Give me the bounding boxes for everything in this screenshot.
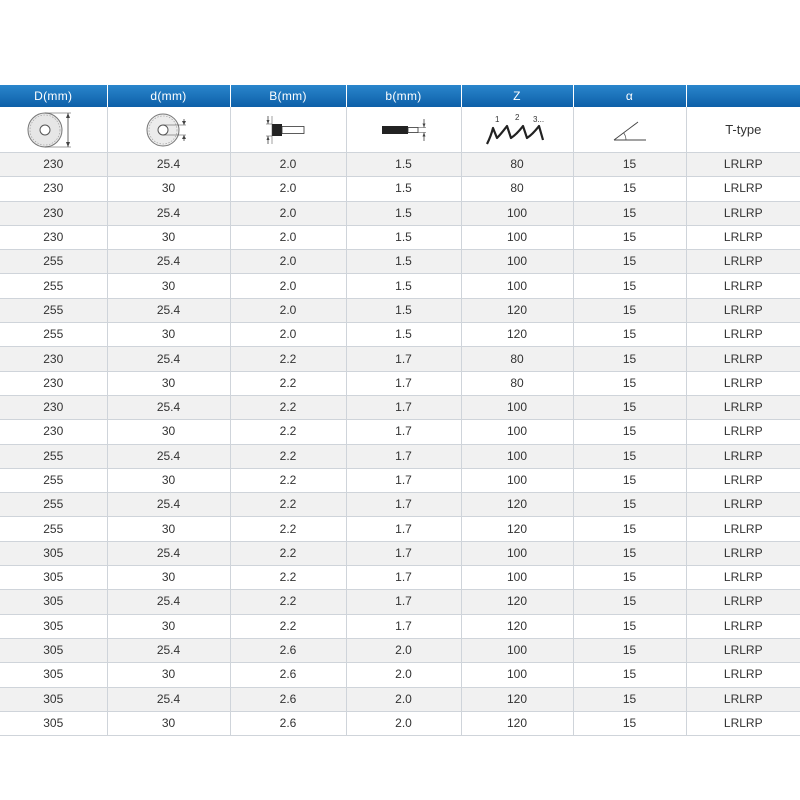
cell-kerf-width: 2.0: [230, 201, 346, 225]
cell-kerf-width: 2.2: [230, 371, 346, 395]
table-row: [0, 493, 800, 517]
cell-plate-thickness: 1.5: [346, 225, 461, 249]
angle-icon: [600, 110, 660, 150]
cell-tooth-type: LRLRP: [686, 663, 800, 687]
table-row: [0, 687, 800, 711]
table-row: [0, 663, 800, 687]
cell-angle: 15: [573, 614, 686, 638]
table-row: [0, 225, 800, 249]
cell-plate-thickness: 1.7: [346, 371, 461, 395]
cell-bore-diameter: 25.4: [107, 250, 230, 274]
cell-bore-diameter: 25.4: [107, 590, 230, 614]
cell-teeth-count: 100: [461, 663, 573, 687]
cell-angle: 15: [573, 420, 686, 444]
cell-outer-diameter: 230: [0, 225, 107, 249]
cell-outer-diameter: 255: [0, 517, 107, 541]
cell-bore-diameter: 30: [107, 371, 230, 395]
angle-icon-cell: [573, 107, 686, 153]
cell-outer-diameter: 305: [0, 590, 107, 614]
table-row: [0, 420, 800, 444]
cell-angle: 15: [573, 225, 686, 249]
teeth-count-icon-cell: [461, 107, 573, 153]
cell-plate-thickness: 1.7: [346, 347, 461, 371]
cell-tooth-type: LRLRP: [686, 468, 800, 492]
cell-bore-diameter: 30: [107, 711, 230, 735]
cell-bore-diameter: 25.4: [107, 347, 230, 371]
tooth-type-label-cell: [686, 107, 800, 153]
table-row: [0, 274, 800, 298]
cell-outer-diameter: 305: [0, 711, 107, 735]
cell-angle: 15: [573, 347, 686, 371]
cell-teeth-count: 120: [461, 298, 573, 322]
cell-bore-diameter: 30: [107, 225, 230, 249]
cell-tooth-type: LRLRP: [686, 517, 800, 541]
cell-bore-diameter: 30: [107, 274, 230, 298]
cell-tooth-type: LRLRP: [686, 395, 800, 419]
cell-bore-diameter: 25.4: [107, 395, 230, 419]
cell-tooth-type: LRLRP: [686, 177, 800, 201]
cell-teeth-count: 100: [461, 444, 573, 468]
header-tooth-type: [686, 85, 800, 107]
cell-kerf-width: 2.0: [230, 225, 346, 249]
cell-angle: 15: [573, 687, 686, 711]
cell-teeth-count: 100: [461, 395, 573, 419]
cell-kerf-width: 2.2: [230, 444, 346, 468]
t-type-label: T-type: [725, 121, 762, 137]
cell-bore-diameter: 30: [107, 420, 230, 444]
table-row: [0, 250, 800, 274]
cell-kerf-width: 2.2: [230, 420, 346, 444]
cell-teeth-count: 80: [461, 153, 573, 177]
cell-tooth-type: LRLRP: [686, 201, 800, 225]
cell-outer-diameter: 305: [0, 541, 107, 565]
table-row: [0, 444, 800, 468]
cell-angle: 15: [573, 323, 686, 347]
cell-outer-diameter: 255: [0, 250, 107, 274]
cell-tooth-type: LRLRP: [686, 493, 800, 517]
cell-outer-diameter: 305: [0, 687, 107, 711]
cell-kerf-width: 2.2: [230, 395, 346, 419]
cell-plate-thickness: 1.5: [346, 201, 461, 225]
cell-tooth-type: LRLRP: [686, 153, 800, 177]
cell-teeth-count: 120: [461, 493, 573, 517]
cell-angle: 15: [573, 493, 686, 517]
cell-teeth-count: 100: [461, 468, 573, 492]
table-row: [0, 468, 800, 492]
cell-outer-diameter: 230: [0, 420, 107, 444]
cell-angle: 15: [573, 711, 686, 735]
cell-plate-thickness: 1.7: [346, 614, 461, 638]
cell-kerf-width: 2.0: [230, 250, 346, 274]
saw-blade-spec-table: [0, 85, 800, 736]
table-row: [0, 201, 800, 225]
table-row: [0, 614, 800, 638]
cell-tooth-type: LRLRP: [686, 687, 800, 711]
table-row: [0, 638, 800, 662]
cell-kerf-width: 2.6: [230, 711, 346, 735]
cell-angle: 15: [573, 298, 686, 322]
cell-tooth-type: LRLRP: [686, 541, 800, 565]
cell-plate-thickness: 1.7: [346, 541, 461, 565]
cell-plate-thickness: 2.0: [346, 711, 461, 735]
cell-outer-diameter: 230: [0, 201, 107, 225]
cell-tooth-type: LRLRP: [686, 323, 800, 347]
cell-angle: 15: [573, 444, 686, 468]
cell-bore-diameter: 25.4: [107, 444, 230, 468]
cell-teeth-count: 100: [461, 201, 573, 225]
header-angle: α: [573, 85, 686, 107]
cell-outer-diameter: 305: [0, 566, 107, 590]
cell-outer-diameter: 230: [0, 347, 107, 371]
cell-teeth-count: 100: [461, 638, 573, 662]
cell-teeth-count: 100: [461, 225, 573, 249]
cell-kerf-width: 2.6: [230, 638, 346, 662]
cell-plate-thickness: 1.7: [346, 468, 461, 492]
cell-plate-thickness: 1.5: [346, 274, 461, 298]
cell-angle: 15: [573, 566, 686, 590]
cell-teeth-count: 100: [461, 566, 573, 590]
cell-kerf-width: 2.0: [230, 323, 346, 347]
cell-plate-thickness: 1.7: [346, 395, 461, 419]
cell-kerf-width: 2.0: [230, 153, 346, 177]
cell-outer-diameter: 230: [0, 177, 107, 201]
table-row: [0, 395, 800, 419]
cell-plate-thickness: 1.7: [346, 566, 461, 590]
cell-angle: 15: [573, 371, 686, 395]
cell-kerf-width: 2.0: [230, 274, 346, 298]
table-row: [0, 177, 800, 201]
cell-angle: 15: [573, 153, 686, 177]
cell-kerf-width: 2.2: [230, 614, 346, 638]
cell-bore-diameter: 25.4: [107, 153, 230, 177]
cell-teeth-count: 120: [461, 687, 573, 711]
cell-angle: 15: [573, 201, 686, 225]
cell-plate-thickness: 1.7: [346, 590, 461, 614]
cell-kerf-width: 2.2: [230, 541, 346, 565]
icon-row: [0, 107, 800, 153]
cell-angle: 15: [573, 177, 686, 201]
cell-bore-diameter: 30: [107, 323, 230, 347]
cell-kerf-width: 2.2: [230, 347, 346, 371]
cell-angle: 15: [573, 590, 686, 614]
cell-outer-diameter: 255: [0, 274, 107, 298]
bore-diameter-icon-cell: [107, 107, 230, 153]
table-row: [0, 323, 800, 347]
cell-tooth-type: LRLRP: [686, 225, 800, 249]
teeth-count-icon: [477, 110, 557, 150]
cell-tooth-type: LRLRP: [686, 250, 800, 274]
cell-teeth-count: 100: [461, 541, 573, 565]
cell-outer-diameter: 305: [0, 614, 107, 638]
cell-kerf-width: 2.6: [230, 687, 346, 711]
cell-teeth-count: 80: [461, 371, 573, 395]
cell-bore-diameter: 30: [107, 614, 230, 638]
tooth-label-2: 2: [515, 112, 520, 122]
cell-teeth-count: 80: [461, 177, 573, 201]
header-bore-diameter: d(mm): [107, 85, 230, 107]
cell-outer-diameter: 230: [0, 371, 107, 395]
cell-plate-thickness: 1.7: [346, 420, 461, 444]
cell-tooth-type: LRLRP: [686, 420, 800, 444]
cell-angle: 15: [573, 250, 686, 274]
cell-teeth-count: 120: [461, 517, 573, 541]
cell-plate-thickness: 2.0: [346, 638, 461, 662]
cell-kerf-width: 2.6: [230, 663, 346, 687]
kerf-width-icon-cell: [230, 107, 346, 153]
cell-angle: 15: [573, 274, 686, 298]
cell-teeth-count: 100: [461, 250, 573, 274]
cell-tooth-type: LRLRP: [686, 711, 800, 735]
cell-angle: 15: [573, 541, 686, 565]
cell-bore-diameter: 30: [107, 517, 230, 541]
kerf-width-icon: [258, 110, 318, 150]
cell-outer-diameter: 255: [0, 468, 107, 492]
header-row: [0, 85, 800, 107]
plate-thickness-icon-cell: [346, 107, 461, 153]
cell-angle: 15: [573, 468, 686, 492]
header-plate-thickness: b(mm): [346, 85, 461, 107]
cell-plate-thickness: 1.5: [346, 250, 461, 274]
cell-kerf-width: 2.2: [230, 517, 346, 541]
cell-kerf-width: 2.0: [230, 177, 346, 201]
cell-tooth-type: LRLRP: [686, 638, 800, 662]
cell-teeth-count: 80: [461, 347, 573, 371]
cell-tooth-type: LRLRP: [686, 371, 800, 395]
table-row: [0, 347, 800, 371]
cell-kerf-width: 2.0: [230, 298, 346, 322]
cell-plate-thickness: 1.5: [346, 323, 461, 347]
cell-bore-diameter: 30: [107, 566, 230, 590]
table-row: [0, 517, 800, 541]
cell-angle: 15: [573, 517, 686, 541]
cell-angle: 15: [573, 395, 686, 419]
cell-kerf-width: 2.2: [230, 493, 346, 517]
table-row: [0, 541, 800, 565]
tooth-label-1: 1: [495, 114, 500, 124]
cell-tooth-type: LRLRP: [686, 614, 800, 638]
cell-teeth-count: 100: [461, 274, 573, 298]
cell-outer-diameter: 305: [0, 638, 107, 662]
table-row: [0, 711, 800, 735]
cell-tooth-type: LRLRP: [686, 444, 800, 468]
cell-tooth-type: LRLRP: [686, 274, 800, 298]
cell-bore-diameter: 30: [107, 177, 230, 201]
cell-bore-diameter: 25.4: [107, 638, 230, 662]
cell-outer-diameter: 230: [0, 153, 107, 177]
cell-bore-diameter: 25.4: [107, 201, 230, 225]
bore-diameter-icon: [139, 110, 199, 150]
cell-bore-diameter: 30: [107, 663, 230, 687]
table-row: [0, 590, 800, 614]
cell-bore-diameter: 25.4: [107, 541, 230, 565]
cell-tooth-type: LRLRP: [686, 566, 800, 590]
cell-plate-thickness: 1.5: [346, 298, 461, 322]
cell-bore-diameter: 30: [107, 468, 230, 492]
table-row: [0, 153, 800, 177]
outer-diameter-icon: [23, 110, 83, 150]
cell-outer-diameter: 255: [0, 444, 107, 468]
header-outer-diameter: D(mm): [0, 85, 107, 107]
plate-thickness-icon: [374, 110, 434, 150]
cell-outer-diameter: 305: [0, 663, 107, 687]
cell-outer-diameter: 230: [0, 395, 107, 419]
cell-angle: 15: [573, 663, 686, 687]
cell-teeth-count: 120: [461, 614, 573, 638]
cell-angle: 15: [573, 638, 686, 662]
cell-plate-thickness: 2.0: [346, 663, 461, 687]
cell-tooth-type: LRLRP: [686, 347, 800, 371]
cell-tooth-type: LRLRP: [686, 590, 800, 614]
cell-plate-thickness: 1.7: [346, 517, 461, 541]
cell-outer-diameter: 255: [0, 323, 107, 347]
cell-bore-diameter: 25.4: [107, 298, 230, 322]
cell-outer-diameter: 255: [0, 493, 107, 517]
cell-plate-thickness: 1.7: [346, 444, 461, 468]
cell-tooth-type: LRLRP: [686, 298, 800, 322]
cell-bore-diameter: 25.4: [107, 687, 230, 711]
cell-teeth-count: 120: [461, 590, 573, 614]
cell-plate-thickness: 2.0: [346, 687, 461, 711]
cell-kerf-width: 2.2: [230, 566, 346, 590]
cell-kerf-width: 2.2: [230, 590, 346, 614]
cell-kerf-width: 2.2: [230, 468, 346, 492]
cell-teeth-count: 100: [461, 420, 573, 444]
cell-bore-diameter: 25.4: [107, 493, 230, 517]
cell-plate-thickness: 1.5: [346, 153, 461, 177]
cell-plate-thickness: 1.5: [346, 177, 461, 201]
cell-teeth-count: 120: [461, 711, 573, 735]
header-kerf-width: B(mm): [230, 85, 346, 107]
table-row: [0, 371, 800, 395]
header-teeth-count: Z: [461, 85, 573, 107]
cell-plate-thickness: 1.7: [346, 493, 461, 517]
cell-outer-diameter: 255: [0, 298, 107, 322]
tooth-label-3: 3...: [533, 114, 545, 124]
cell-teeth-count: 120: [461, 323, 573, 347]
table-row: [0, 566, 800, 590]
table-row: [0, 298, 800, 322]
table-body: [0, 153, 800, 736]
outer-diameter-icon-cell: [0, 107, 107, 153]
